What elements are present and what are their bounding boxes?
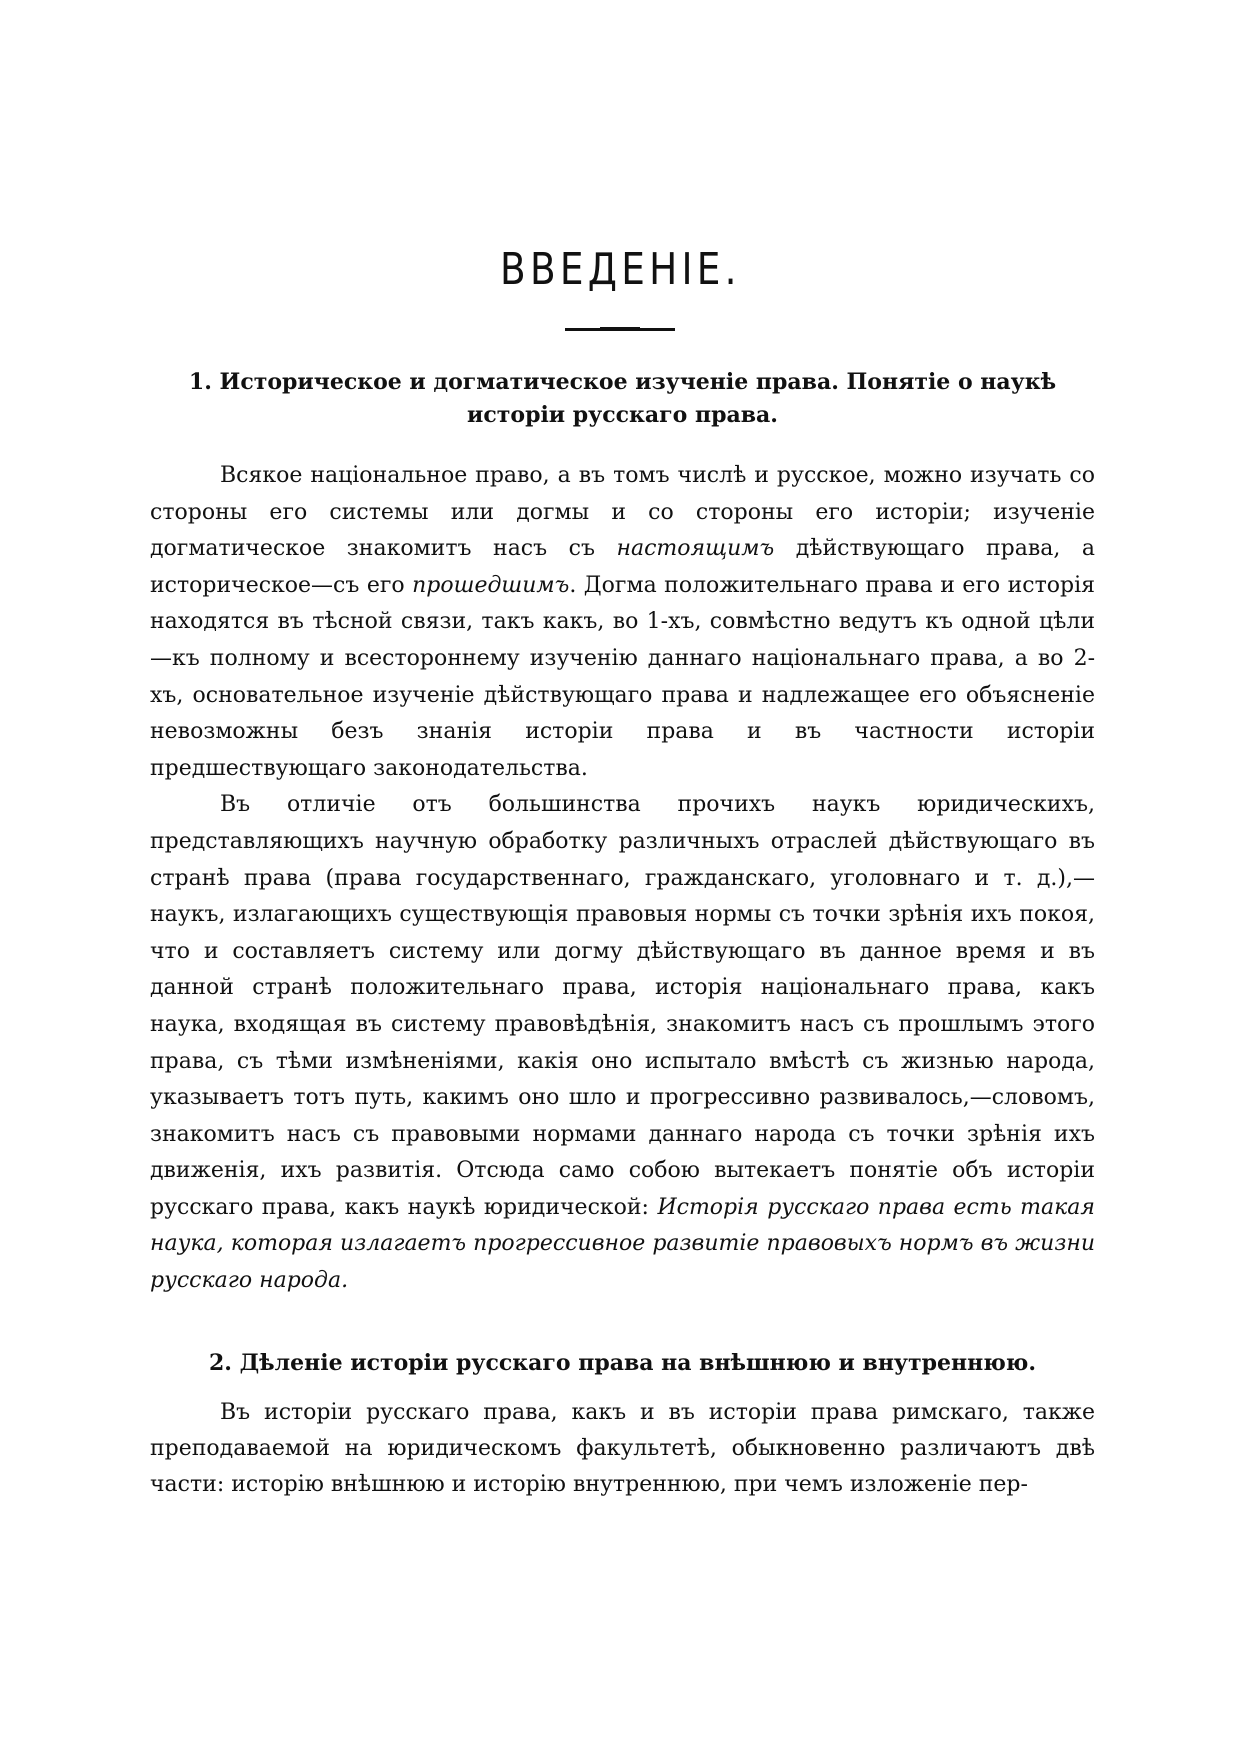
section-2-heading: 2. Дѣленіе исторіи русскаго права на внѣшнюю и внутреннюю.: [208, 1350, 1036, 1376]
emphasis-past: прошедшимъ: [412, 572, 570, 598]
title-divider: [565, 328, 675, 331]
text-run: дѣйствующаго права, а историческое—съ его: [150, 536, 1095, 598]
emphasis-present: настоящимъ: [616, 536, 775, 562]
page-title: ВВЕДЕНІЕ.: [500, 244, 741, 295]
section-1-paragraph-1: [150, 458, 1095, 787]
text-run: . Догма положительнаго права и его исторія находятся въ тѣсной связи, такъ какъ, во 1-хъ, совмѣстно ведутъ къ одной цѣли—къ полному и всестороннему изученію даннаго національнаго права, а во 2-хъ, основательное изученіе дѣйствующаго права и надлежащее его объясненіе невозможны безъ знанія исторіи права и въ частности исторіи предшествующаго законодательства.: [150, 572, 1095, 781]
section-1-body: [150, 458, 1095, 1300]
section-1-heading: 1. Историческое и догматическое изученіе права. Понятіе о наукѣ исторіи русскаго права.: [188, 369, 1057, 428]
section-1-paragraph-2: [150, 787, 1095, 1299]
text-run: Всякое національное право, а въ томъ числѣ и русское, можно изучать со стороны его системы или догмы и со стороны его исторіи; изученіе догматическое знакомитъ насъ съ: [150, 463, 1095, 562]
section-2-paragraph-1: Въ исторіи русскаго права, какъ и въ исторіи права римскаго, также преподаваемой на юридическомъ факультетѣ, обыкновенно различаютъ двѣ части: исторію внѣшнюю и исторію внутреннюю, при чемъ изложеніе пер-: [150, 1400, 1095, 1497]
section-2-body: [150, 1395, 1095, 1503]
text-run: Въ отличіе отъ большинства прочихъ наукъ юридическихъ, представляющихъ научную обработку различныхъ отраслей дѣйствующаго въ странѣ права (права государственнаго, гражданскаго, уголовнаго и т. д.),—наукъ, излагающихъ существующія правовыя нормы съ точки зрѣнія ихъ покоя, что и составляетъ систему или догму дѣйствующаго въ данное время и въ данной странѣ положительнаго права, исторія національнаго права, какъ наука, входящая въ систему правовѣдѣнія, знакомитъ насъ съ прошлымъ этого права, съ тѣми измѣненіями, какія оно испытало вмѣстѣ съ жизнью народа, указываетъ тотъ путь, какимъ оно шло и прогрессивно развивалось,—словомъ, знакомитъ насъ съ правовыми нормами даннаго народа съ точки зрѣнія ихъ движенія, ихъ развитія. Отсюда само собою вытекаетъ понятіе объ исторіи русскаго права, какъ наукѣ юридической:: [150, 792, 1095, 1220]
definition-italic: Исторія русскаго права есть такая наука, которая излагаетъ прогрессивное развитіе правовыхъ нормъ въ жизни русскаго народа.: [150, 1194, 1095, 1294]
